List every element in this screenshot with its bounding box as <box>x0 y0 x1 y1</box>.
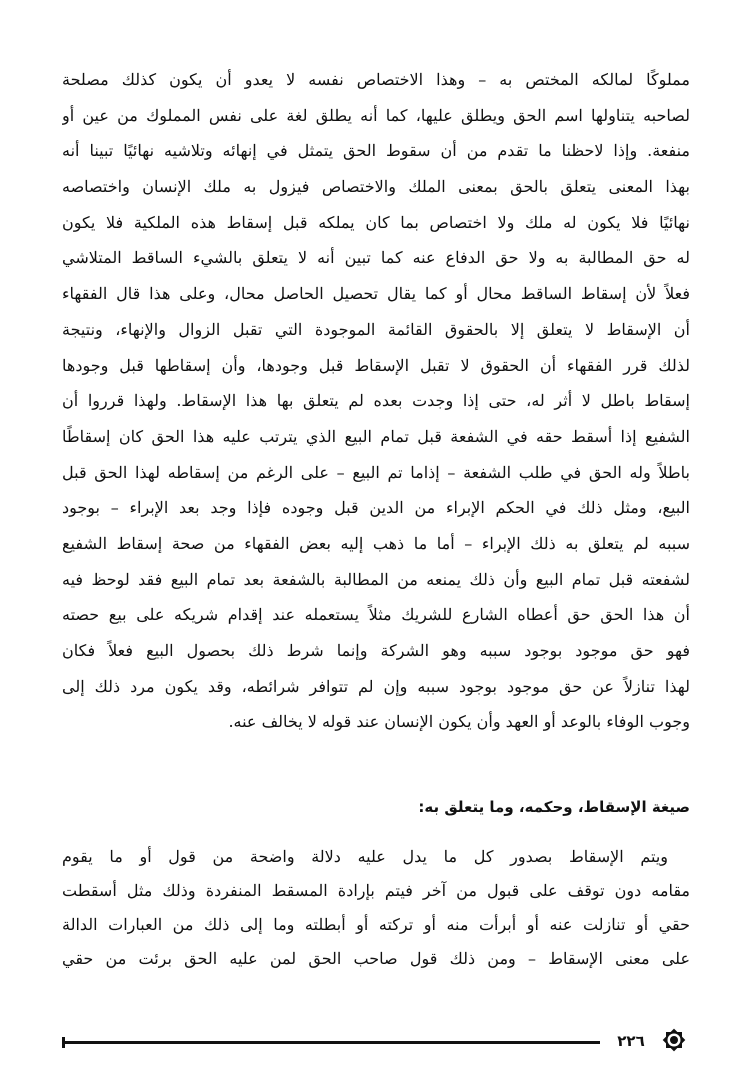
text-line: الشفيع إذا أسقط حقه في الشفعة قبل تمام البيع الذي يترتب عليه هذا الحق كان إسقاطًا <box>62 426 690 446</box>
text-line: مملوكًا لمالكه المختص به – وهذا الاختصاص نفسه لا يعدو أن يكون كذلك مصلحة <box>62 70 690 89</box>
text-line: لصاحبه يتناولها اسم الحق ويطلق عليها، كما أنه يطلق لغة على نفس المملوك من عين أو <box>62 105 690 125</box>
text-line: ويتم الإسقاط بصدور كل ما يدل عليه دلالة واضحة من قول أو ما يقوم <box>62 847 668 866</box>
body-paragraph-2 <box>62 840 690 976</box>
text-line: البيع، ومثل ذلك في الحكم الإبراء من الدين قبل وجوده فإذا وجد بعد الإبراء – بوجود <box>62 498 690 518</box>
text-line: لشفعته قبل تمام البيع وأن ذلك يمنعه من المطالبة بالشفعة بعد تمام البيع فقد لوحظ فيه <box>62 569 690 589</box>
text-line: باطلاً وله الحق في طلب الشفعة – إذاما تم البيع – على الرغم من إسقاطه لهذا الحق قبل <box>62 462 690 482</box>
text-line: لهذا تنازلاً عن حق موجود بوجود سببه وإن لم تتوافر شرائطه، وقد يكون مرد ذلك إلى <box>62 676 690 696</box>
text-line: له حق المطالبة به ولا حق الدفاع عنه كما تبين أنه لا يتعلق بالشيء الساقط المتلاشي <box>62 248 690 268</box>
text-line: حقي أو تنازلت عنه أو أبرأت منه أو تركته أو أبطلته وما إلى ذلك من العبارات الدالة <box>62 915 690 934</box>
text-line: فهو حق موجود بوجود سببه وهو الشركة وإنما شرط ذلك بحصول البيع فعلاً فكان <box>62 641 690 660</box>
text-line: إسقاط باطل لا أثر له، حتى إذا وجدت بعده لم يتعلق بها هذا الإسقاط. ولهذا قرروا أن <box>62 391 690 411</box>
text-line: لذلك قرر الفقهاء أن الحقوق لا تقبل الإسقاط قبل وجودها، وأن إسقاطها قبل وجودها <box>62 355 690 375</box>
text-line: منفعة. وإذا لاحظنا ما تقدم من أن سقوط الحق يتمثل في إنهائه وتلاشيه نهائيًا تبينا أنه <box>62 141 690 161</box>
text-line: بهذا المعنى يتعلق بالحق بمعنى الملك والاختصاص فيزول به ملك الإنسان واختصاصه <box>62 177 690 197</box>
text-line: وجوب الوفاء بالوعد أو العهد وأن يكون الإنسان عند قوله لا يخالف عنه. <box>228 712 690 732</box>
footer-rule-cap <box>62 1037 65 1048</box>
page-footer <box>62 1022 690 1052</box>
text-line: أن هذا الحق حق أعطاه الشارع للشريك مثلاً يستعمله عند إقدام شريكه على بيع حصته <box>62 605 690 625</box>
text-line: أن الإسقاط لا يتعلق إلا بالحقوق القائمة الموجودة التي تقبل الزوال والإنهاء، ونتيجة <box>62 319 690 339</box>
body-paragraph-1 <box>62 62 690 740</box>
page-number: ٢٢٦ <box>617 1032 645 1050</box>
text-line: على معنى الإسقاط – ومن ذلك قول صاحب الحق لمن عليه الحق برئت من حقي <box>62 949 690 968</box>
text-line: سببه لم يتعلق به ذلك الإبراء – أما ما ذهب إليه بعض الفقهاء من صحة إسقاط الشفيع <box>62 533 690 553</box>
text-line: فعلاً لأن إسقاط الساقط محال أو كما يقال تحصيل الحاصل محال، وعلى هذا قال الفقهاء <box>62 284 690 304</box>
section-heading: صيغة الإسقاط، وحكمه، وما يتعلق به: <box>418 798 690 816</box>
eight-point-star-ornament-icon <box>658 1024 690 1056</box>
text-line: نهائيًا فلا يكون له ملك ولا اختصاص بما كان يملكه قبل إسقاط هذه الملكية فلا يكون <box>62 212 690 232</box>
text-line: مقامه دون توقف على قبول من آخر فيتم بإرادة المسقط المنفردة وذلك مثل أسقطت <box>62 881 690 900</box>
footer-rule <box>62 1041 600 1044</box>
